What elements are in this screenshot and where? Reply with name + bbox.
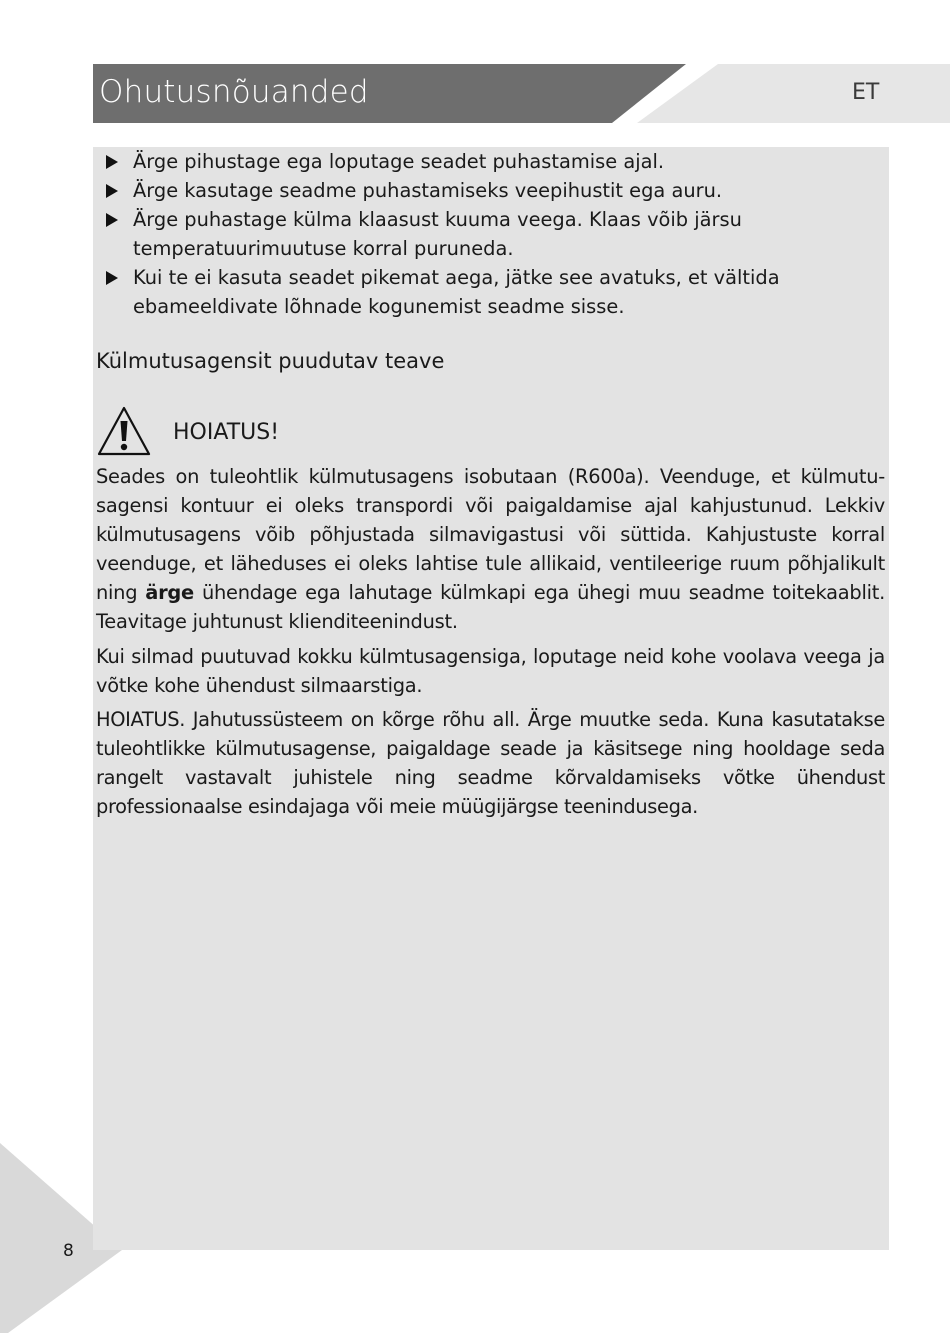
paragraph-text: Seades on tuleohtlik külmutusagens isobutaan (R600a). Veenduge, et külmutu-sagensi kontuur ei oleks transpordi või paigaldamise ajal kahjustunud. Lekkiv külmutusagens võib põhjustada silmavigastusi või süttida. Kahjustuste korral veenduge, et läheduses ei oleks lahtise tule allikaid, ventileerige ruum põhjalikult ning — [96, 465, 885, 604]
language-tab — [637, 64, 950, 123]
list-item-text: Ärge puhastage külma klaasust kuuma veega. Klaas võib järsu temperatuurimuutuse korral puruneda. — [133, 208, 742, 260]
paragraph-text: Jahutussüsteem on kõrge rõhu all. Ärge muutke seda. Kuna kasutatakse tuleohtlikke külmutusagense, paigaldage seade ja käsitsege ning hooldage seda rangelt vastavalt juhistele ning seadme kõrvaldamiseks võtke ühendust professionaalse esindajaga või meie müügijärgse teenindusega. — [96, 708, 885, 818]
list-item — [106, 263, 806, 321]
page-number: 8 — [63, 1241, 74, 1261]
list-item — [106, 147, 806, 176]
safety-bullet-list — [106, 147, 806, 321]
language-code: ET — [852, 80, 880, 105]
paragraph-text: ühendage ega lahutage külmkapi ega ühegi muu seadme toitekaablit. Teavitage juhtunust klienditeenindust. — [96, 581, 885, 633]
eye-contact-paragraph: Kui silmad puutuvad kokku külmtusagensiga, loputage neid kohe voolava veega ja võtke kohe ühendust silmaarstiga. — [96, 645, 885, 697]
page-title: Ohutusnõuanded — [99, 74, 369, 110]
warning-inline-label: HOIATUS. — [96, 708, 186, 731]
triangle-bullet-icon — [106, 271, 118, 285]
warning-label: HOIATUS! — [173, 420, 280, 445]
triangle-bullet-icon — [106, 155, 118, 169]
list-item — [106, 176, 806, 205]
refrigerant-warning-paragraph — [96, 462, 885, 636]
list-item-text: Kui te ei kasuta seadet pikemat aega, jätke see avatuks, et vältida ebameeldivate lõhnade kogunemist seadme sisse. — [133, 266, 780, 318]
emphasis-text: ärge — [145, 581, 194, 604]
triangle-bullet-icon — [106, 184, 118, 198]
warning-triangle-icon — [96, 404, 152, 458]
list-item-text: Ärge pihustage ega loputage seadet puhastamise ajal. — [133, 150, 665, 173]
pressure-warning-paragraph — [96, 705, 885, 821]
triangle-bullet-icon — [106, 213, 118, 227]
list-item — [106, 205, 806, 263]
section-heading: Külmutusagensit puudutav teave — [96, 349, 445, 373]
list-item-text: Ärge kasutage seadme puhastamiseks veepihustit ega auru. — [133, 179, 723, 202]
